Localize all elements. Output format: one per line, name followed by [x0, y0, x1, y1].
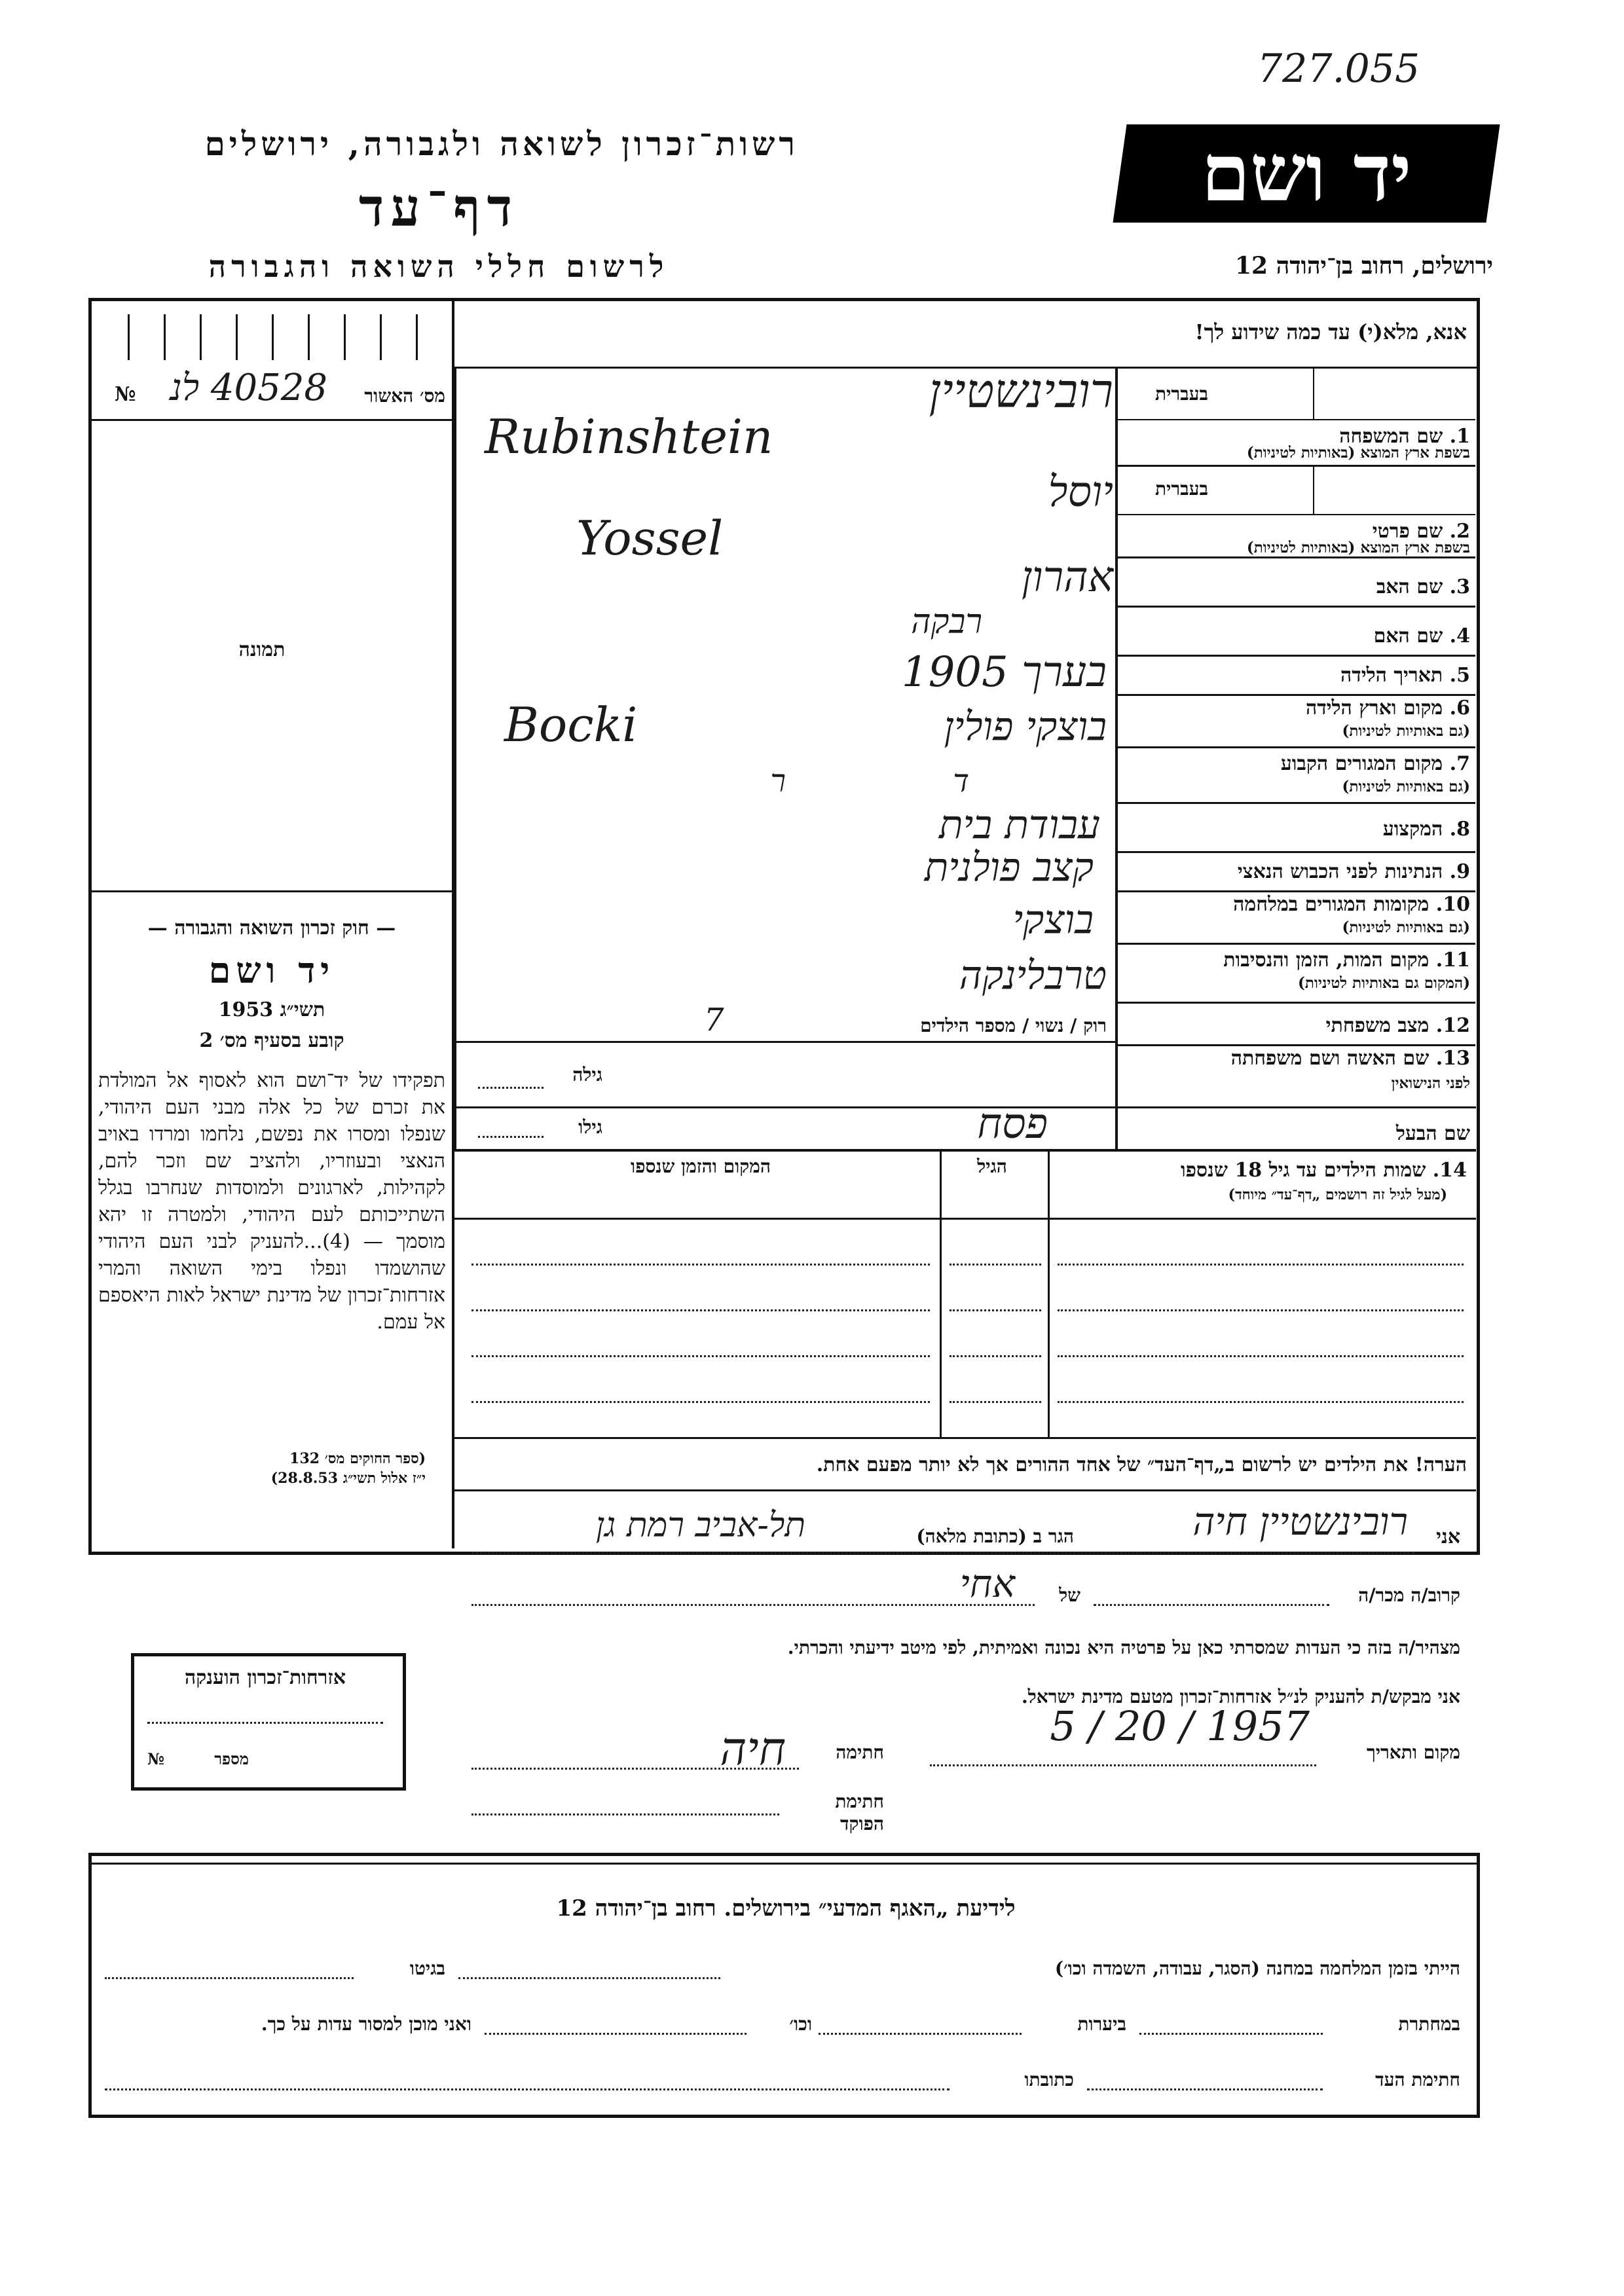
death-place-sub: (המקום גם באותיות לטיניות)	[1298, 974, 1470, 992]
first-name-latin-value: Yossel	[576, 511, 724, 566]
law-title: — חוק זכרון השואה והגבורה —	[147, 917, 396, 939]
wife-name-label: 13. שם האשה ושם משפחתה	[1230, 1047, 1470, 1070]
approval-number-value: 40528 לנ	[170, 367, 327, 409]
footer-underground-label: במחתרת	[1398, 2013, 1460, 2035]
footer-address-label: כתובתו	[1024, 2069, 1074, 2090]
law-year: תשי״ג 1953	[218, 998, 325, 1021]
footer-ghetto-label: בגיטו	[409, 1958, 445, 1979]
husband-name-label: שם הבעל	[1395, 1122, 1470, 1145]
relative-label: קרוב/ה מכר/ה	[1358, 1584, 1460, 1606]
family-name-latin-value: Rubinshtein	[485, 409, 773, 464]
declarant-residing-label: הגר ב (כתובת מלאה)	[916, 1525, 1074, 1547]
header-address: ירושלים, רחוב בן־יהודה 12	[1234, 252, 1493, 280]
residence-value: ד ר	[770, 763, 1048, 799]
photo-label: תמונה	[238, 638, 286, 661]
approval-no-symbol: №	[115, 383, 136, 406]
footer-camp-label: הייתי בזמן המלחמה במחנה (הסגר, עבודה, השמדה וכו׳)	[1054, 1958, 1460, 1979]
mother-name-label: 4. שם האם	[1373, 625, 1470, 647]
war-residence-value: בוצקי	[1012, 897, 1094, 943]
birth-place-sub: (גם באותיות לטיניות)	[1342, 722, 1470, 740]
citizenship-number-label: מספר	[214, 1749, 249, 1768]
footer-etc-label: וכו׳	[789, 2013, 812, 2035]
war-residence-sub: (גם באותיות לטיניות)	[1342, 919, 1470, 936]
citizenship-no-symbol: №	[147, 1749, 165, 1768]
footer-frame	[88, 1853, 1480, 2118]
marital-options: רוק / נשוי / מספר הילדים	[920, 1015, 1107, 1036]
nationality-value: קצב פולנית	[924, 845, 1094, 890]
clerk-signature-label: חתימת הפוקד	[835, 1791, 884, 1834]
of-label: של	[1059, 1584, 1080, 1606]
citizenship-title: אזרחות־זכרון הוענקה	[184, 1666, 346, 1689]
first-name-label: 2. שם פרטי	[1372, 520, 1470, 543]
husband-age-label: גילו	[578, 1116, 602, 1138]
first-name-hebrew-value: יוסל	[1048, 468, 1113, 517]
signature-label: חתימה	[836, 1741, 884, 1763]
declarant-i-label: אני	[1436, 1525, 1460, 1548]
birth-date-label: 5. תאריך הלידה	[1340, 664, 1470, 687]
request-text: אני מבקש/ת להעניק לנ״ל אזרחות־זכרון מטעם מדינת ישראל.	[1021, 1686, 1460, 1707]
children-header-label: 14. שמות הילדים עד גיל 18 שנספו	[1180, 1159, 1467, 1182]
birth-place-latin-value: Bocki	[504, 697, 638, 752]
place-date-label: מקום ותאריך	[1366, 1741, 1460, 1763]
law-clause: קובע בסעיף מס׳ 2	[199, 1029, 344, 1052]
place-date-value: 1957 / 20 / 5	[1050, 1702, 1310, 1750]
marital-status-label: 12. מצב משפחתי	[1325, 1014, 1470, 1037]
husband-name-value: פסח	[977, 1100, 1048, 1148]
birth-place-label: 6. מקום וארץ הלידה	[1305, 697, 1470, 720]
father-name-value: אהרון	[1021, 553, 1113, 602]
signature-value: חיה	[720, 1722, 786, 1776]
logo-text: יד ושם	[1201, 127, 1412, 219]
father-name-label: 3. שם האב	[1376, 575, 1470, 598]
occupation-label: 8. המקצוע	[1382, 818, 1470, 841]
authority-heading: רשות־זכרון לשואה ולגבורה, ירושלים	[204, 124, 799, 163]
document-purpose: לרשום חללי השואה והגבורה	[208, 249, 669, 284]
law-text: תפקידו של יד־ושם הוא לאסוף אל המולדת את זכרם של כל אלה מבני העם היהודי, שנפלו ומסרו את נפשם, נלחמו ומרדו באויב הנאצי ובעוזריו, ולהציב שם וזכר להם, לקהילות, לארגונים ולמוסדות שנחרבו בגלל השתייכותם לעם היהודי, ולמטרה זו יהא מוסמך — (4)...להעניק לבני העם היהודי שהושמדו ונפלו בימי השואה והמרי אזרחות־זכרון של מדינת ישראל לאות היאספם אל עמם.	[98, 1069, 446, 1334]
footer-witness-signature-label: חתימת העד	[1375, 2069, 1460, 2090]
children-header-sub: (מעל לגיל זה רושמים „דף־עד״ מיוחד)	[1228, 1186, 1447, 1203]
law-reference-2: י״ז אלול תשי״ג 28.8.53)	[270, 1470, 426, 1487]
war-residence-label: 10. מקומות המגורים במלחמה	[1233, 893, 1470, 916]
law-reference-1: (ספר החוקים מס׳ 132	[289, 1450, 426, 1467]
form-instruction: אנא, מלא(י) עד כמה שידוע לך!	[1194, 319, 1467, 344]
declarant-address-value: תל-אביב רמת גן	[595, 1506, 805, 1545]
birth-date-value: בערך 1905	[901, 648, 1107, 697]
occupation-value: עבודת בית	[938, 802, 1100, 848]
children-age-column: הגיל	[977, 1156, 1007, 1177]
approval-label: מס׳ האשור	[364, 385, 445, 407]
wife-age-label: גילה	[572, 1064, 602, 1085]
footer-forests-label: ביערות	[1077, 2013, 1126, 2035]
death-place-value: טרבלינקה	[959, 953, 1107, 998]
footer-testimony-label: ואני מוכן למסור עדות על כך.	[261, 2013, 471, 2035]
document-title: דף־עד	[358, 177, 519, 238]
marital-children-value: 7	[704, 1002, 724, 1038]
law-name: יד ושם	[208, 949, 335, 991]
first-name-sub: בשפת ארץ המוצא (באותיות לטיניות)	[1246, 539, 1470, 556]
approval-boxes	[92, 301, 452, 367]
wife-name-sub: לפני הנישואין	[1391, 1074, 1470, 1092]
children-note: הערה! את הילדים יש לרשום ב„דף־העד״ של אחד ההורים אך לא יותר מפעם אחת.	[816, 1453, 1467, 1476]
death-place-label: 11. מקום המות, הזמן והנסיבות	[1223, 949, 1470, 972]
residence-sub: (גם באותיות לטיניות)	[1342, 778, 1470, 795]
children-place-column: המקום והזמן שנספו	[631, 1156, 771, 1177]
family-name-hebrew-value: רובינשטיין	[929, 363, 1113, 418]
declarant-name-value: רובינשטיין חיה	[1192, 1499, 1408, 1544]
in-hebrew-label-1: בעברית	[1154, 383, 1208, 405]
family-name-sub: בשפת ארץ המוצא (באותיות לטיניות)	[1246, 444, 1470, 462]
nationality-label: 9. הנתינות לפני הכבוש הנאצי	[1237, 860, 1470, 883]
footer-title: לידיעת „האגף המדעי״ בירושלים. רחוב בן־יהודה 12	[556, 1895, 1016, 1922]
declaration-text: מצהיר/ה בזה כי העדות שמסרתי כאן על פרטיה היא נכונה ואמיתית, לפי מיטב ידיעתי והכרתי.	[787, 1637, 1460, 1658]
residence-label: 7. מקום המגורים הקבוע	[1280, 752, 1470, 775]
in-hebrew-label-2: בעברית	[1154, 478, 1208, 500]
archive-number-note: 727.055	[1257, 46, 1420, 92]
birth-place-value: בוצקי פולין	[944, 704, 1107, 750]
mother-name-value: רבקה	[911, 602, 982, 642]
of-value: אחי	[959, 1561, 1015, 1606]
family-name-label: 1. שם המשפחה	[1339, 425, 1470, 448]
